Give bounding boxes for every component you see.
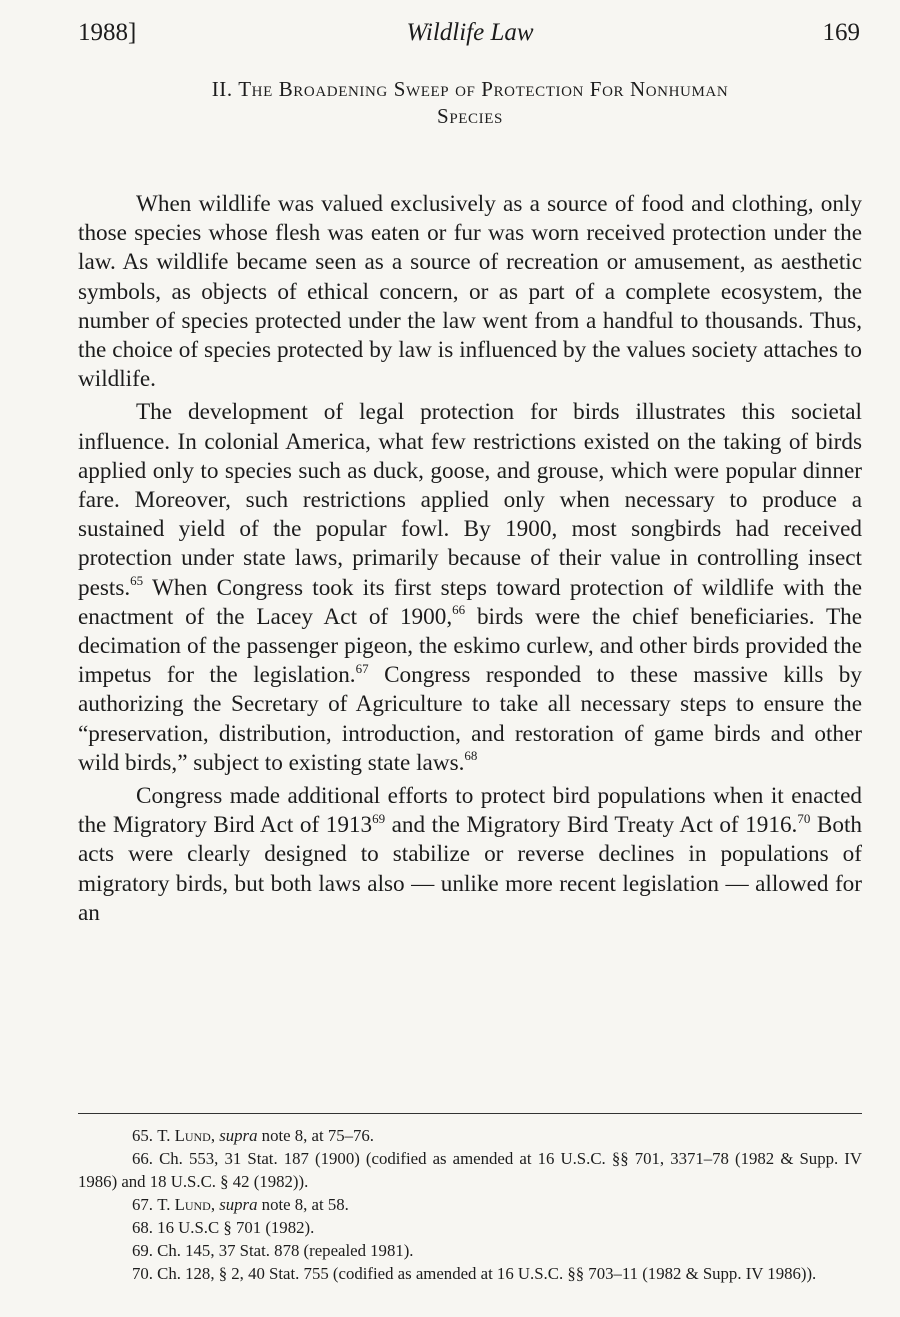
footnote-67-number: 67.: [132, 1195, 153, 1214]
footnote-67-supra: supra: [219, 1195, 258, 1214]
footnote-70: 70. Ch. 128, § 2, 40 Stat. 755 (codified as amended at 16 U.S.C. §§ 703–11 (1982 & Supp. IV 1986)).: [132, 1264, 817, 1283]
footnote-65-rest: note 8, at 75–76.: [261, 1126, 374, 1145]
paragraph-3: [78, 782, 862, 928]
paragraph-1: When wildlife was valued exclusively as a source of food and clothing, only those species whose flesh was eaten or fur was worn received protection under the law. As wildlife became seen as a source of recreation or amusement, as aesthetic symbols, as objects of ethical concern, or as part of a complete ecosystem, the number of species protected under the law went from a handful to thousands. Thus, the choice of species protected by law is influenced by the values society attaches to wildlife.: [78, 191, 862, 393]
header-journal-title: Wildlife Law: [406, 19, 534, 46]
paragraph-3-text-b: and the Migratory Bird Treaty Act of 1916.: [385, 812, 798, 839]
footnote-ref-69[interactable]: 69: [372, 810, 386, 826]
footnote-ref-67[interactable]: 67: [355, 660, 369, 676]
footnote-68: 68. 16 U.S.C § 701 (1982).: [132, 1218, 315, 1237]
footnote-ref-66[interactable]: 66: [452, 602, 466, 618]
section-heading-line-2: Species: [437, 104, 503, 128]
footnote-67: [78, 1193, 862, 1216]
section-heading: [78, 76, 862, 130]
paragraph-3-text-a: Congress made additional efforts to protect bird populations when it enacted the Migratory Bird Act of 1913: [78, 783, 862, 839]
footnote-ref-65[interactable]: 65: [130, 572, 144, 588]
footnote-69: 69. Ch. 145, 37 Stat. 878 (repealed 1981).: [132, 1241, 414, 1260]
footnote-65: [78, 1124, 862, 1147]
header-year: 1988]: [78, 19, 137, 46]
footnote-65-author: T. Lund,: [157, 1126, 216, 1145]
footnotes: [78, 1124, 862, 1285]
paragraph-2-text-d: Congress responded to these massive kills by authorizing the Secretary of Agriculture to take all necessary steps to ensure the “preservation, distribution, introduction, and restoration of game birds and other wild birds,” subject to existing state laws.: [78, 662, 862, 776]
footnote-65-supra: supra: [219, 1126, 258, 1145]
footnote-ref-68[interactable]: 68: [464, 748, 478, 764]
body-text: [78, 190, 862, 928]
running-header: [78, 16, 862, 50]
footnote-67-rest: note 8, at 58.: [261, 1195, 349, 1214]
footnote-ref-70[interactable]: 70: [797, 810, 811, 826]
paragraph-2-text-c: birds were the chief beneficiaries. The decimation of the passenger pigeon, the eskimo curlew, and other birds provided the impetus for the legislation.: [78, 603, 862, 689]
footnote-66: 66. Ch. 553, 31 Stat. 187 (1900) (codified as amended at 16 U.S.C. §§ 701, 3371–78 (1982 & Supp. IV 1986) and 18 U.S.C. § 42 (1982)).: [78, 1149, 862, 1191]
paragraph-2: [78, 398, 862, 778]
paragraph-2-text-a: The development of legal protection for birds illustrates this societal influence. In colonial America, what few restrictions existed on the taking of birds applied only to species such as duck, goose, and grouse, which were popular dinner fare. Moreover, such restrictions applied only when necessary to produce a sustained yield of the popular fowl. By 1900, most songbirds had received protection under state laws, primarily because of their value in controlling insect pests.: [78, 399, 862, 601]
footnote-67-author: T. Lund,: [157, 1195, 216, 1214]
footnote-divider: [78, 1113, 862, 1114]
paragraph-2-text-b: When Congress took its first steps toward protection of wildlife with the enactment of the Lacey Act of 1900,: [78, 574, 862, 630]
header-page-number: 169: [822, 19, 860, 46]
paragraph-3-text-c: Both acts were clearly designed to stabilize or reverse declines in populations of migratory birds, but both laws also — unlike more recent legislation — allowed for an: [78, 812, 862, 926]
footnote-65-number: 65.: [132, 1126, 153, 1145]
section-heading-line-1: II. The Broadening Sweep of Protection For Nonhuman: [211, 77, 729, 101]
